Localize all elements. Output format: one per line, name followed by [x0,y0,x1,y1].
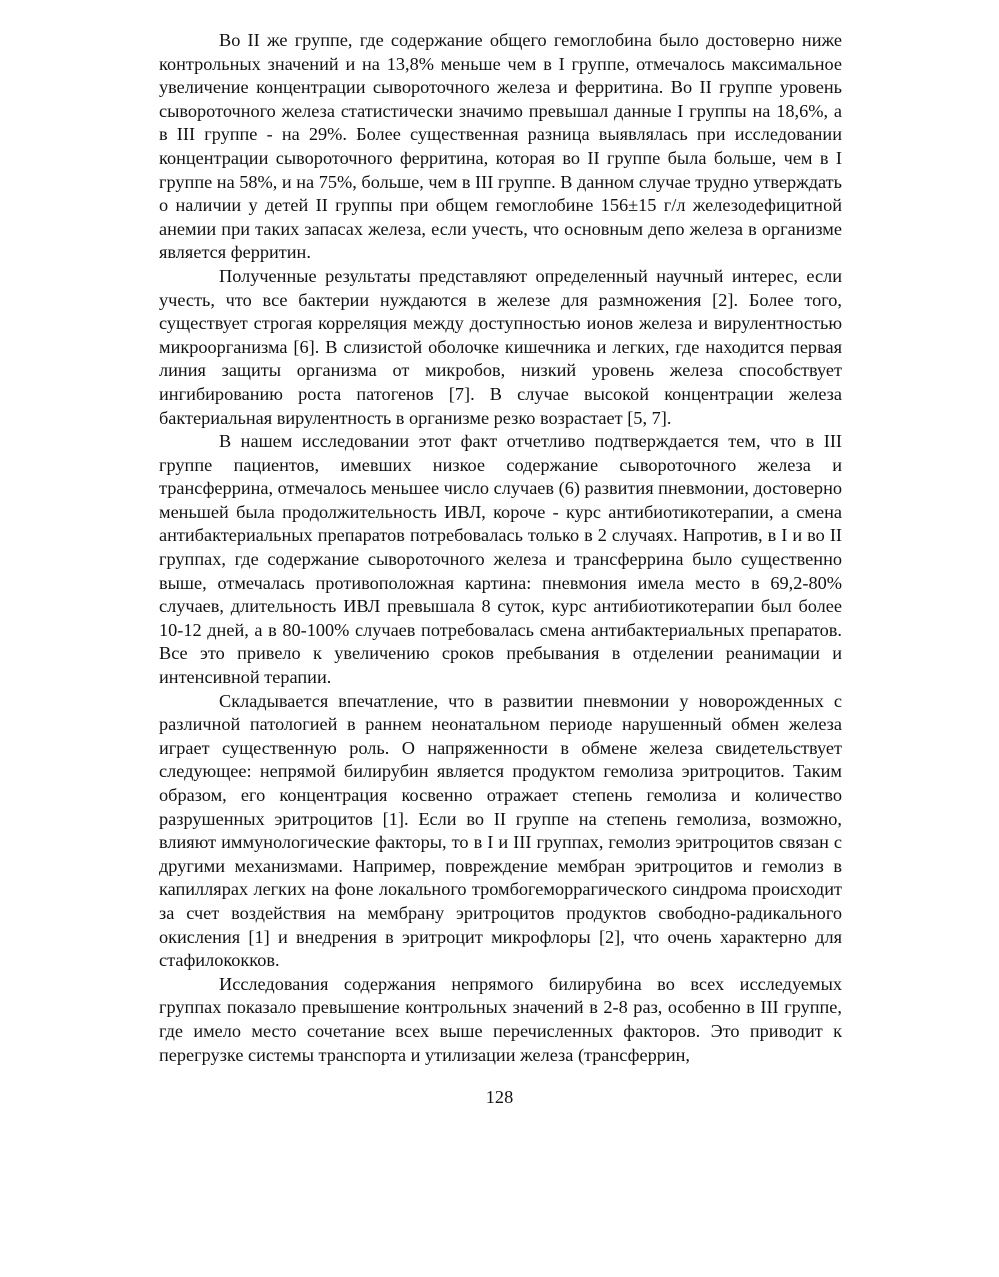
paragraph-3: В нашем исследовании этот факт отчетливо подтверждается тем, что в III группе пациентов, имевших низкое содержание сывороточного железа и трансферрина, отмечалось меньшее число случаев (6) развития пневмонии, достоверно меньшей была продолжительность ИВЛ, короче - курс антибиотикотерапии, а смена антибактериальных препаратов потребовалась только в 2 случаях. Напротив, в I и во II группах, где содержание сывороточного железа и трансферрина было существенно выше, отмечалась противоположная картина: пневмония имела место в 69,2-80% случаев, длительность ИВЛ превышала 8 суток, курс антибиотикотерапии был более 10-12 дней, а в 80-100% случаев потребовалась смена антибактериальных препаратов. Все это привело к увеличению сроков пребывания в отделении реанимации и интенсивной терапии. [159,431,842,688]
paragraph-1: Во II же группе, где содержание общего гемоглобина было достоверно ниже контрольных значений и на 13,8% меньше чем в I группе, отмечалось максимальное увеличение концентрации сывороточного железа и ферритина. Во II группе уровень сывороточного железа статистически значимо превышал данные I группы на 18,6%, а в III группе - на 29%. Более существенная разница выявлялась при исследовании концентрации сывороточного ферритина, которая во II группе была больше, чем в I группе на 58%, и на 75%, больше, чем в III группе. В данном случае трудно утверждать о наличии у детей II группы при общем гемоглобине 156±15 г/л железодефицитной анемии при таких запасах железа, если учесть, что основным депо железа в организме является ферритин. [159,30,842,263]
page-number: 128 [485,1087,514,1107]
paragraph-4: Складывается впечатление, что в развитии пневмонии у новорожденных с различной патологией в раннем неонатальном периоде нарушенный обмен железа играет существенную роль. О напряженности в обмене железа свидетельствует следующее: непрямой билирубин является продуктом гемолиза эритроцитов. Таким образом, его концентрация косвенно отражает степень гемолиза и количество разрушенных эритроцитов [1]. Если во II группе на степень гемолиза, возможно, влияют иммунологические факторы, то в I и III группах, гемолиз эритроцитов связан с другими механизмами. Например, повреждение мембран эритроцитов и гемолиз в капиллярах легких на фоне локального тромбогеморрагического синдрома происходит за счет воздействия на мембрану эритроцитов продуктов свободно-радикального окисления [1] и внедрения в эритроцит микрофлоры [2], что очень характерно для стафилококков. [159,690,842,971]
paragraph-2: Полученные результаты представляют определенный научный интерес, если учесть, что все бактерии нуждаются в железе для размножения [2]. Более того, существует строгая корреляция между доступностью ионов железа и вирулентностью микроорганизма [6]. В слизистой оболочке кишечника и легких, где находится первая линия защиты организма от микробов, низкий уровень железа способствует ингибированию роста патогенов [7]. В случае высокой концентрации железа бактериальная вирулентность в организме резко возрастает [5, 7]. [159,265,842,428]
paragraph-5: Исследования содержания непрямого билирубина во всех исследуемых группах показало превышение контрольных значений в 2-8 раз, особенно в III группе, где имело место сочетание всех выше перечисленных факторов. Это приводит к перегрузке системы транспорта и утилизации железа (трансферрин, [159,973,842,1065]
body-text [159,29,842,1067]
